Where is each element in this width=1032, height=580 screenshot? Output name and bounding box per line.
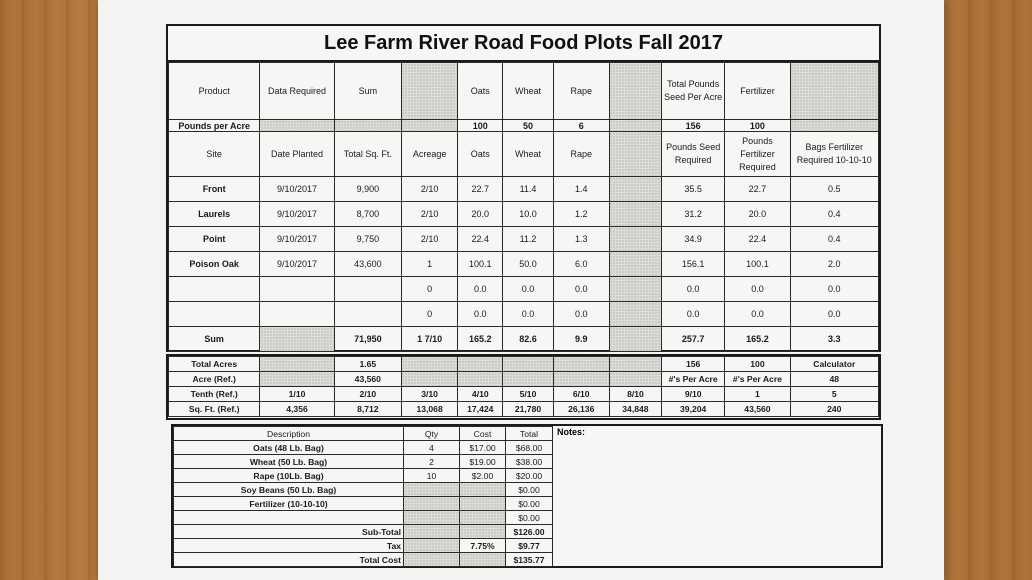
site-row-cell: 0.4 <box>790 202 878 227</box>
reference-row-cell <box>260 357 334 372</box>
reference-row-cell <box>401 357 457 372</box>
site-row-cell: 9/10/2017 <box>260 227 334 252</box>
cost-row-cell: $20.00 <box>506 469 553 483</box>
product-header-row-cell <box>401 63 457 120</box>
site-row-cell <box>169 277 260 302</box>
site-row-cell: 0.0 <box>790 277 878 302</box>
site-row-cell: 0.0 <box>553 302 609 327</box>
cost-row-cell: $68.00 <box>506 441 553 455</box>
cost-row-cell <box>404 525 460 539</box>
site-row-cell: 0.5 <box>790 177 878 202</box>
reference-row <box>169 387 879 402</box>
site-header-row <box>169 132 879 177</box>
product-header-row <box>169 63 879 120</box>
site-row-cell: 2/10 <box>401 227 457 252</box>
pounds-per-acre-row-cell: 100 <box>458 120 503 132</box>
cost-row-cell: $0.00 <box>506 511 553 525</box>
cost-row-cell <box>404 497 460 511</box>
site-row-cell <box>609 277 661 302</box>
reference-row-cell <box>553 357 609 372</box>
reference-row-cell: Sq. Ft. (Ref.) <box>169 402 260 417</box>
reference-row-cell: 100 <box>725 357 790 372</box>
sum-row <box>169 327 879 352</box>
reference-row-cell: 3/10 <box>401 387 457 402</box>
reference-row-cell: #'s Per Acre <box>662 372 725 387</box>
reference-row-cell: 43,560 <box>334 372 401 387</box>
site-row-cell: 2/10 <box>401 177 457 202</box>
site-row-cell: 1 <box>401 252 457 277</box>
reference-row-cell <box>260 372 334 387</box>
site-row-cell: 0.0 <box>503 277 553 302</box>
site-row-cell: 9/10/2017 <box>260 202 334 227</box>
site-row-cell: 22.7 <box>458 177 503 202</box>
reference-row-cell: 26,136 <box>553 402 609 417</box>
site-row-cell: Front <box>169 177 260 202</box>
plot-grid <box>168 62 879 352</box>
reference-row-cell: 4/10 <box>458 387 503 402</box>
product-header-row-cell: Wheat <box>503 63 553 120</box>
site-row-cell: 8,700 <box>334 202 401 227</box>
pounds-per-acre-row-cell <box>260 120 334 132</box>
cost-row-cell <box>460 511 506 525</box>
cost-section <box>171 424 883 568</box>
cost-row-cell: $19.00 <box>460 455 506 469</box>
reference-row-cell <box>609 357 661 372</box>
sum-row-cell <box>260 327 334 352</box>
cost-row-cell: $2.00 <box>460 469 506 483</box>
reference-table <box>166 354 881 420</box>
reference-row-cell <box>458 372 503 387</box>
site-row-cell: 0.4 <box>790 227 878 252</box>
site-row-cell <box>334 277 401 302</box>
cost-row <box>174 511 553 525</box>
sum-row-cell: 71,950 <box>334 327 401 352</box>
cost-row <box>174 497 553 511</box>
product-header-row-cell <box>609 63 661 120</box>
site-row-cell: 22.7 <box>725 177 790 202</box>
cost-row <box>174 469 553 483</box>
site-row-cell <box>609 202 661 227</box>
site-row-cell: 0.0 <box>503 302 553 327</box>
pounds-per-acre-row-cell: 50 <box>503 120 553 132</box>
reference-row-cell: 6/10 <box>553 387 609 402</box>
site-row-cell: 0.0 <box>553 277 609 302</box>
cost-row-cell <box>460 497 506 511</box>
pounds-per-acre-row-cell: 6 <box>553 120 609 132</box>
paper-sheet <box>98 0 944 580</box>
reference-row-cell <box>458 357 503 372</box>
reference-row-cell: 34,848 <box>609 402 661 417</box>
site-row-cell: Point <box>169 227 260 252</box>
cost-row <box>174 483 553 497</box>
site-row-cell: Poison Oak <box>169 252 260 277</box>
site-row <box>169 277 879 302</box>
site-header-row-cell: Rape <box>553 132 609 177</box>
cost-row-cell <box>460 553 506 567</box>
reference-row-cell: 43,560 <box>725 402 790 417</box>
site-row-cell: 100.1 <box>725 252 790 277</box>
pounds-per-acre-row-cell <box>790 120 878 132</box>
cost-row <box>174 441 553 455</box>
reference-row-cell: 13,068 <box>401 402 457 417</box>
site-header-row-cell: Pounds Fertilizer Required <box>725 132 790 177</box>
cost-header-row <box>174 427 553 441</box>
site-row-cell: 0 <box>401 277 457 302</box>
site-row-cell: 1.4 <box>553 177 609 202</box>
site-row-cell: 1.3 <box>553 227 609 252</box>
site-row-cell: 0.0 <box>725 277 790 302</box>
reference-row <box>169 402 879 417</box>
sum-row-cell: Sum <box>169 327 260 352</box>
pounds-per-acre-row-cell <box>609 120 661 132</box>
sum-row-cell: 165.2 <box>458 327 503 352</box>
cost-row <box>174 553 553 567</box>
reference-row-cell: 1.65 <box>334 357 401 372</box>
site-row-cell: 1.2 <box>553 202 609 227</box>
reference-row-cell: 240 <box>790 402 878 417</box>
site-row-cell: 11.4 <box>503 177 553 202</box>
reference-row <box>169 372 879 387</box>
pounds-per-acre-row-cell <box>334 120 401 132</box>
site-row-cell: 22.4 <box>458 227 503 252</box>
cost-row-cell: $0.00 <box>506 497 553 511</box>
pounds-per-acre-row <box>169 120 879 132</box>
site-row-cell: 35.5 <box>662 177 725 202</box>
site-row <box>169 177 879 202</box>
cost-row <box>174 455 553 469</box>
site-header-row-cell <box>609 132 661 177</box>
site-row-cell <box>334 302 401 327</box>
cost-row-cell: Tax <box>174 539 404 553</box>
cost-row-cell: $126.00 <box>506 525 553 539</box>
site-header-row-cell: Total Sq. Ft. <box>334 132 401 177</box>
cost-row-cell <box>460 483 506 497</box>
site-row-cell <box>609 227 661 252</box>
sum-row-cell: 9.9 <box>553 327 609 352</box>
cost-row-cell <box>404 511 460 525</box>
site-header-row-cell: Bags Fertilizer Required 10-10-10 <box>790 132 878 177</box>
sum-row-cell: 1 7/10 <box>401 327 457 352</box>
cost-table <box>173 426 553 567</box>
cost-row-cell <box>460 525 506 539</box>
site-header-row-cell: Wheat <box>503 132 553 177</box>
cost-row-cell: Sub-Total <box>174 525 404 539</box>
reference-row-cell: 8,712 <box>334 402 401 417</box>
site-row-cell: 2/10 <box>401 202 457 227</box>
site-row-cell: 0.0 <box>790 302 878 327</box>
site-row-cell: 0.0 <box>458 302 503 327</box>
product-header-row-cell: Rape <box>553 63 609 120</box>
reference-row-cell: 9/10 <box>662 387 725 402</box>
cost-row-cell: 7.75% <box>460 539 506 553</box>
pounds-per-acre-row-cell: Pounds per Acre <box>169 120 260 132</box>
site-row-cell <box>609 177 661 202</box>
reference-row-cell: Calculator <box>790 357 878 372</box>
cost-row-cell: Soy Beans (50 Lb. Bag) <box>174 483 404 497</box>
site-row-cell: 0.0 <box>662 277 725 302</box>
reference-row-cell: #'s Per Acre <box>725 372 790 387</box>
site-row-cell: 43,600 <box>334 252 401 277</box>
product-header-row-cell: Data Required <box>260 63 334 120</box>
sum-row-cell <box>609 327 661 352</box>
site-row-cell: 0 <box>401 302 457 327</box>
site-header-row-cell: Acreage <box>401 132 457 177</box>
page-title: Lee Farm River Road Food Plots Fall 2017 <box>168 26 879 62</box>
reference-row-cell <box>503 357 553 372</box>
site-header-row-cell: Site <box>169 132 260 177</box>
cost-row-cell: 10 <box>404 469 460 483</box>
site-row-cell <box>609 302 661 327</box>
cost-row-cell: Rape (10Lb. Bag) <box>174 469 404 483</box>
sum-row-cell: 257.7 <box>662 327 725 352</box>
site-row-cell: 9,900 <box>334 177 401 202</box>
reference-row-cell: 48 <box>790 372 878 387</box>
site-row-cell: 10.0 <box>503 202 553 227</box>
site-row-cell: Laurels <box>169 202 260 227</box>
cost-row-cell <box>174 511 404 525</box>
site-row-cell: 20.0 <box>725 202 790 227</box>
site-row-cell: 9/10/2017 <box>260 252 334 277</box>
site-row-cell: 50.0 <box>503 252 553 277</box>
sum-row-cell: 3.3 <box>790 327 878 352</box>
reference-row-cell: 39,204 <box>662 402 725 417</box>
reference-row-cell: 1/10 <box>260 387 334 402</box>
site-row-cell: 0.0 <box>725 302 790 327</box>
site-row-cell: 34.9 <box>662 227 725 252</box>
cost-row-cell: $38.00 <box>506 455 553 469</box>
site-row-cell: 20.0 <box>458 202 503 227</box>
cost-row-cell: $17.00 <box>460 441 506 455</box>
sum-row-cell: 165.2 <box>725 327 790 352</box>
site-row-cell: 9,750 <box>334 227 401 252</box>
cost-header-cell: Total <box>506 427 553 441</box>
product-header-row-cell <box>790 63 878 120</box>
food-plot-table <box>166 24 881 352</box>
site-row-cell: 0.0 <box>662 302 725 327</box>
reference-row-cell: Tenth (Ref.) <box>169 387 260 402</box>
site-row <box>169 202 879 227</box>
site-row-cell <box>260 277 334 302</box>
cost-row-cell: Oats (48 Lb. Bag) <box>174 441 404 455</box>
site-row-cell: 11.2 <box>503 227 553 252</box>
reference-row-cell: 4,356 <box>260 402 334 417</box>
site-row-cell <box>260 302 334 327</box>
product-header-row-cell: Fertilizer <box>725 63 790 120</box>
product-header-row-cell: Total Pounds Seed Per Acre <box>662 63 725 120</box>
cost-row-cell <box>404 539 460 553</box>
site-header-row-cell: Date Planted <box>260 132 334 177</box>
cost-row-cell: 2 <box>404 455 460 469</box>
reference-row-cell: Total Acres <box>169 357 260 372</box>
site-row-cell: 31.2 <box>662 202 725 227</box>
notes-label: Notes: <box>557 427 586 437</box>
reference-row-cell: 8/10 <box>609 387 661 402</box>
cost-row-cell <box>404 483 460 497</box>
pounds-per-acre-row-cell: 156 <box>662 120 725 132</box>
pounds-per-acre-row-cell <box>401 120 457 132</box>
reference-row-cell: 21,780 <box>503 402 553 417</box>
site-header-row-cell: Oats <box>458 132 503 177</box>
reference-row-cell: 1 <box>725 387 790 402</box>
site-row-cell: 100.1 <box>458 252 503 277</box>
reference-row-cell: Acre (Ref.) <box>169 372 260 387</box>
cost-row-cell: Total Cost <box>174 553 404 567</box>
cost-row-cell: Fertilizer (10-10-10) <box>174 497 404 511</box>
cost-header-cell: Qty <box>404 427 460 441</box>
reference-row-cell: 5 <box>790 387 878 402</box>
reference-row-cell: 156 <box>662 357 725 372</box>
cost-header-cell: Description <box>174 427 404 441</box>
cost-row-cell: 4 <box>404 441 460 455</box>
site-row-cell: 6.0 <box>553 252 609 277</box>
site-row-cell <box>169 302 260 327</box>
cost-row-cell: $0.00 <box>506 483 553 497</box>
reference-row-cell <box>553 372 609 387</box>
reference-grid <box>168 356 879 417</box>
site-row <box>169 227 879 252</box>
reference-row-cell <box>609 372 661 387</box>
sum-row-cell: 82.6 <box>503 327 553 352</box>
cost-row-cell <box>404 553 460 567</box>
reference-row-cell <box>503 372 553 387</box>
cost-row-cell: Wheat (50 Lb. Bag) <box>174 455 404 469</box>
cost-header-cell: Cost <box>460 427 506 441</box>
reference-row-cell: 2/10 <box>334 387 401 402</box>
pounds-per-acre-row-cell: 100 <box>725 120 790 132</box>
reference-row <box>169 357 879 372</box>
site-row-cell: 0.0 <box>458 277 503 302</box>
site-row-cell: 22.4 <box>725 227 790 252</box>
reference-row-cell <box>401 372 457 387</box>
product-header-row-cell: Oats <box>458 63 503 120</box>
product-header-row-cell: Sum <box>334 63 401 120</box>
site-row <box>169 252 879 277</box>
site-row-cell <box>609 252 661 277</box>
reference-row-cell: 5/10 <box>503 387 553 402</box>
reference-row-cell: 17,424 <box>458 402 503 417</box>
site-row-cell: 156.1 <box>662 252 725 277</box>
product-header-row-cell: Product <box>169 63 260 120</box>
site-row <box>169 302 879 327</box>
cost-row <box>174 525 553 539</box>
cost-row-cell: $9.77 <box>506 539 553 553</box>
cost-row <box>174 539 553 553</box>
site-row-cell: 2.0 <box>790 252 878 277</box>
site-header-row-cell: Pounds Seed Required <box>662 132 725 177</box>
site-row-cell: 9/10/2017 <box>260 177 334 202</box>
cost-row-cell: $135.77 <box>506 553 553 567</box>
